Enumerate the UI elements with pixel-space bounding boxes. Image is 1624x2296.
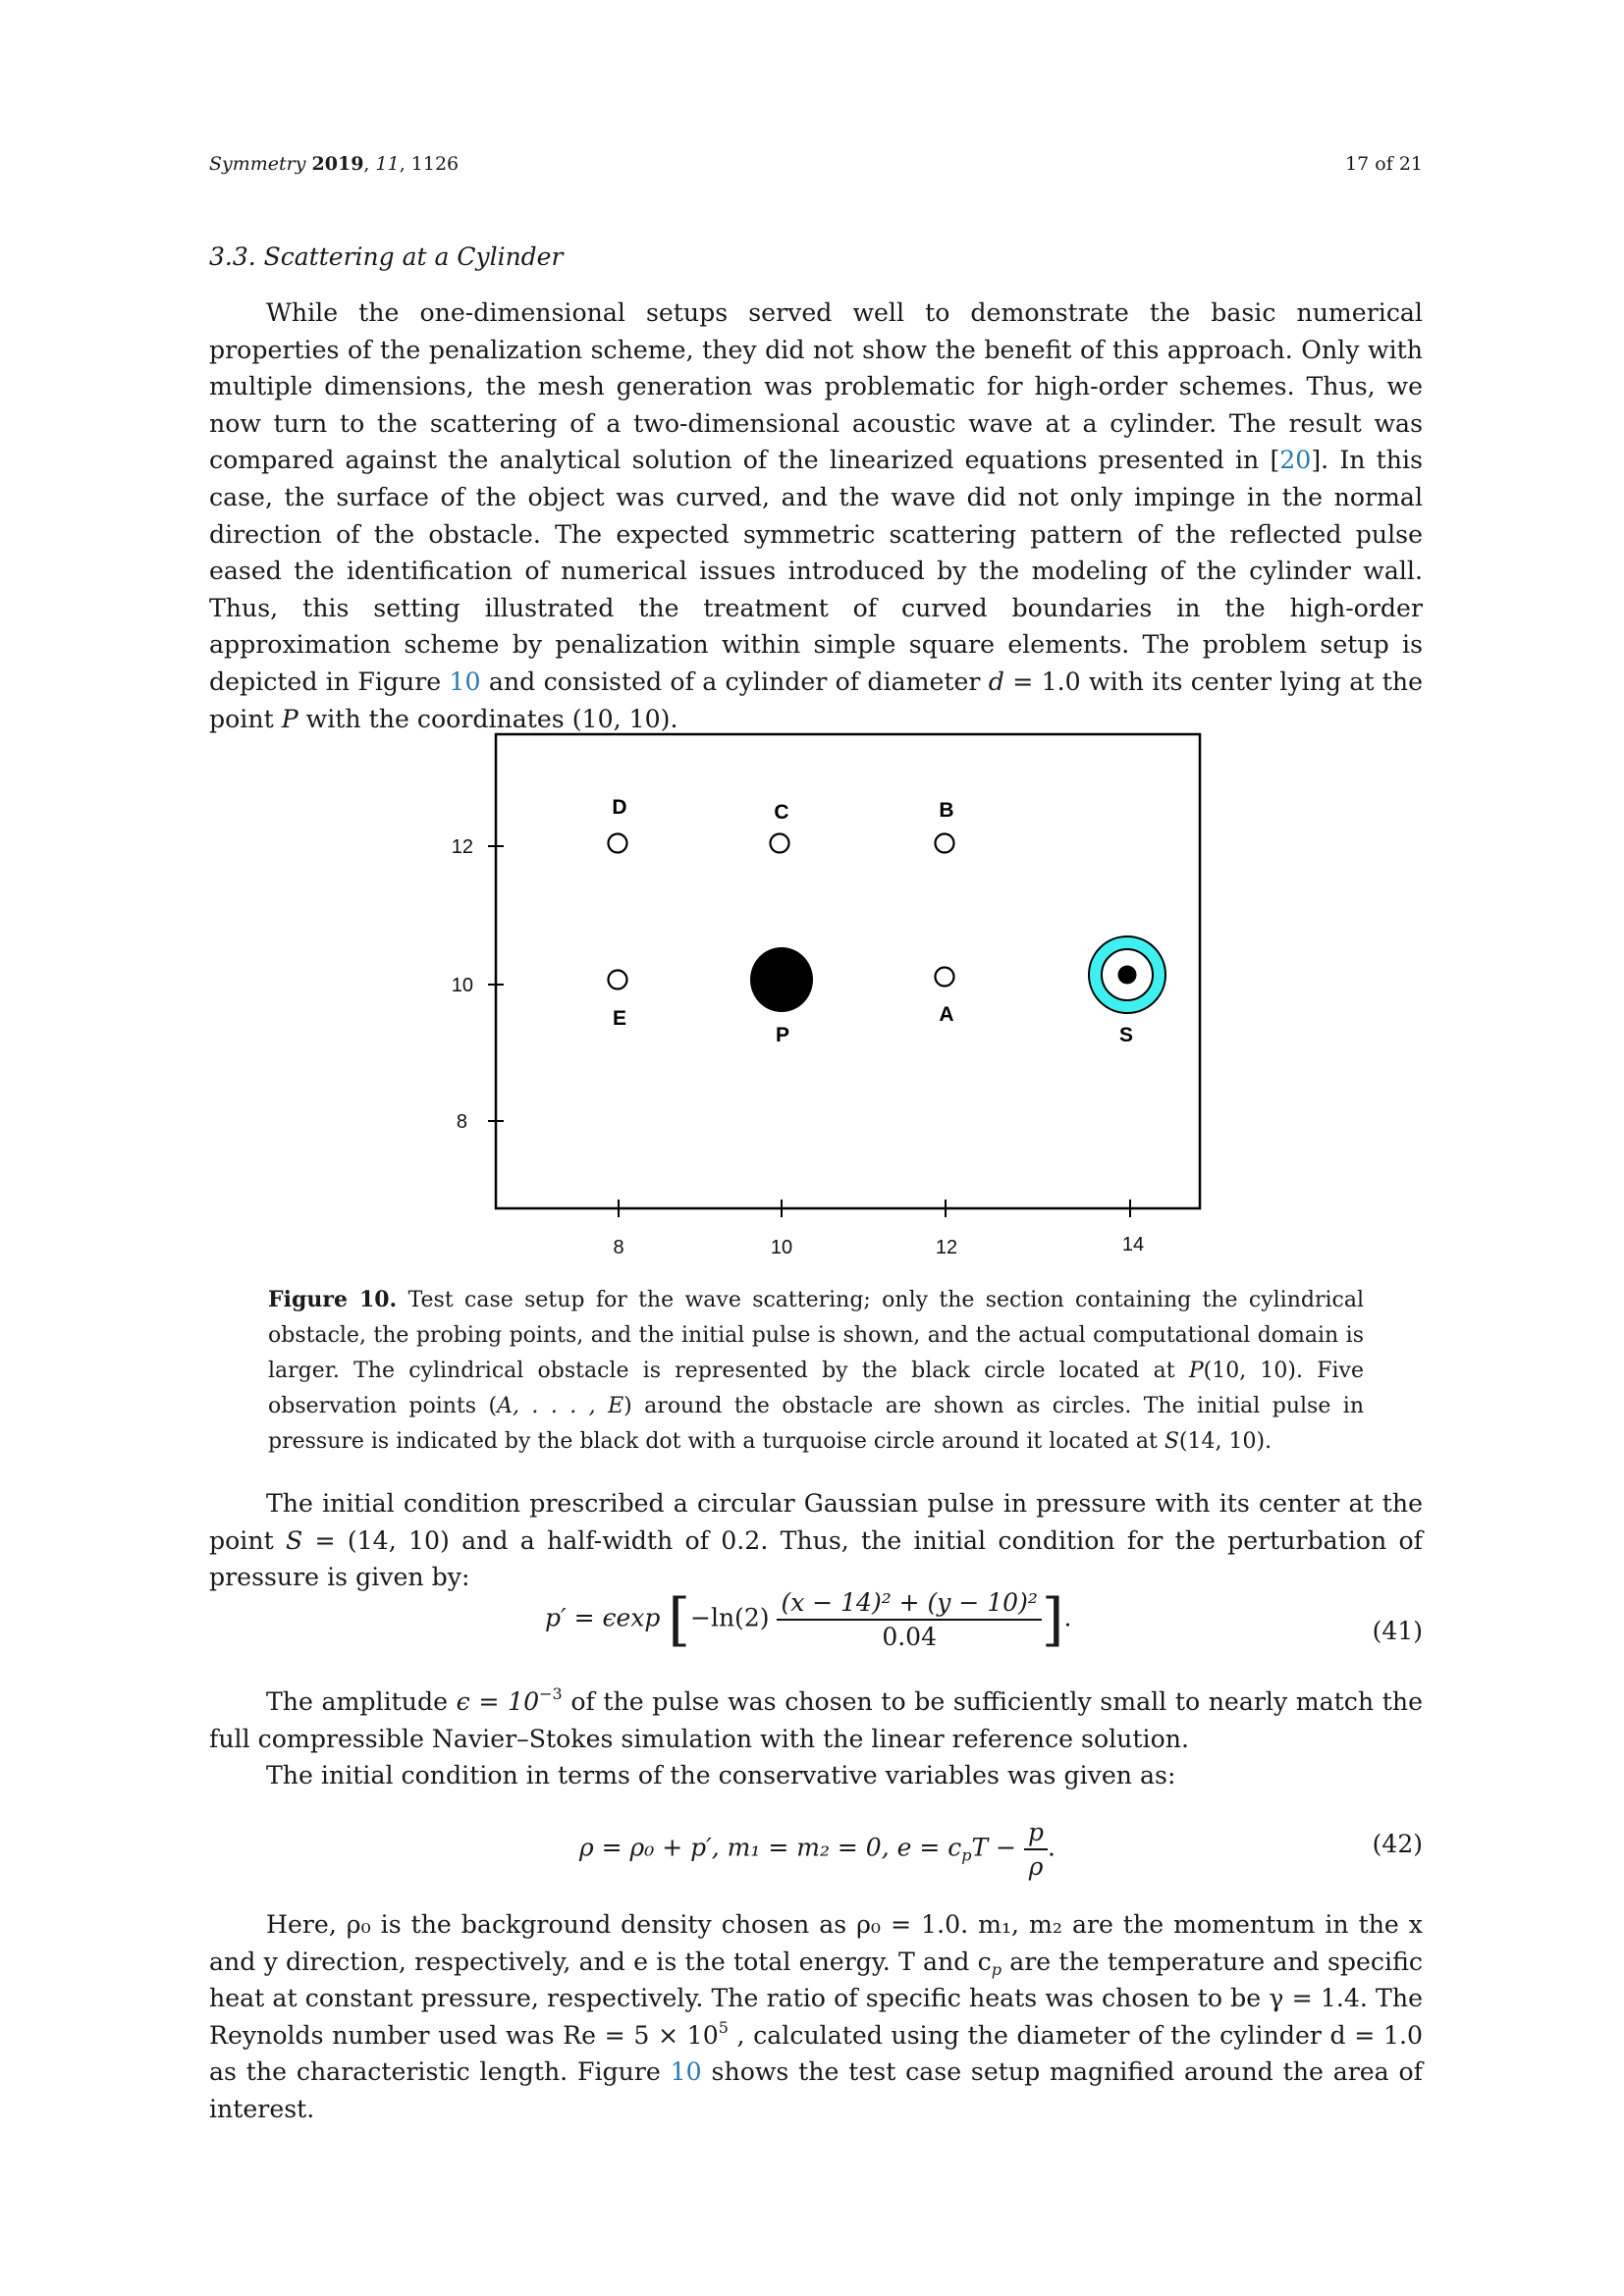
paragraph-initial-condition bbox=[209, 1485, 1423, 1596]
pulse-dot-s bbox=[1118, 966, 1137, 985]
subscript: p bbox=[961, 1845, 972, 1865]
text: = 1.0 with its center lying at the point bbox=[209, 667, 1424, 733]
math-var: S bbox=[1164, 1429, 1179, 1454]
journal-name: Symmetry bbox=[209, 153, 306, 175]
equation-42 bbox=[579, 1818, 1056, 1881]
math-var: P bbox=[1188, 1359, 1204, 1383]
text: are the temperature and specific heat at constant pressure, respectively. The ratio of specific heats was chosen to be γ = 1.4. The Reynolds number used was Re = 5 × 10 bbox=[209, 1947, 1423, 2050]
denominator: ρ bbox=[1028, 1852, 1044, 1881]
eq-body: ρ = ρ₀ + p′, m₁ = m₂ = 0, e = c bbox=[579, 1833, 962, 1862]
y-tick-label: 10 bbox=[451, 975, 473, 996]
point-label-e: E bbox=[612, 1007, 627, 1030]
eq-lhs: p′ = ϵexp bbox=[545, 1603, 661, 1632]
text: Test case setup for the wave scattering; only the section containing the cylindrical obstacle, the probing points, and the initial pulse is shown, and the actual computational domain is larger. The cylindrical obstacle is represented by the black circle located at bbox=[268, 1288, 1364, 1383]
cylinder-obstacle-p bbox=[750, 947, 813, 1012]
observation-point-b bbox=[936, 834, 954, 853]
text: ]. In this case, the surface of the object was curved, and the wave did not only impinge in the normal direction of the obstacle. The expected symmetric scattering pattern of the reflected pulse eased the identification of numerical issues introduced by the modeling of the cylinder wall. Thus, this setting illustrated the treatment of curved boundaries in the high-order approximation scheme by penalization within simple square elements. The problem setup is depicted in Figure bbox=[209, 446, 1424, 696]
section-heading: 3.3. Scattering at a Cylinder bbox=[209, 242, 564, 271]
paragraph-intro bbox=[209, 294, 1423, 737]
equation-41 bbox=[545, 1588, 1071, 1651]
text: ) around the obstacle are shown as circles. The initial pulse in pressure is indicated by the black dot with a turquoise circle around it located at bbox=[268, 1394, 1364, 1454]
text: and consisted of a cylinder of diameter bbox=[480, 667, 989, 696]
left-bracket: [ bbox=[668, 1586, 691, 1653]
page-number: 17 of 21 bbox=[1345, 153, 1423, 175]
x-tick-label: 12 bbox=[935, 1237, 958, 1258]
equation-number-41: (41) bbox=[1372, 1617, 1423, 1645]
math-expr: ϵ = 10 bbox=[456, 1687, 540, 1716]
text: shows the test case setup magnified around the area of interest. bbox=[209, 2057, 1423, 2123]
text: with the coordinates (10, 10). bbox=[298, 704, 678, 733]
denominator: 0.04 bbox=[882, 1623, 937, 1651]
figure-10 bbox=[412, 726, 1237, 1276]
text: The amplitude bbox=[266, 1687, 457, 1716]
observation-point-e bbox=[609, 971, 627, 989]
text: While the one-dimensional setups served well to demonstrate the basic numerical properties of the penalization scheme, they did not show the benefit of this approach. Only with multiple dimensions, the mesh generation was problematic for high-order schemes. Thus, we now turn to the scattering of a two-dimensional acoustic wave at a cylinder. The result was compared against the analytical solution of the linearized equations presented in [ bbox=[209, 298, 1423, 475]
caption-label: Figure 10. bbox=[268, 1287, 398, 1312]
fraction bbox=[777, 1588, 1041, 1651]
eq-tail: . bbox=[1048, 1833, 1056, 1862]
x-tick-label: 14 bbox=[1121, 1234, 1145, 1255]
fraction bbox=[1024, 1818, 1048, 1881]
observation-point-c bbox=[771, 834, 789, 853]
paragraph-conservative bbox=[209, 1757, 1423, 1794]
text: (10, 10). Five observation points ( bbox=[268, 1359, 1364, 1418]
numerator: p bbox=[1024, 1818, 1048, 1850]
observation-point-d bbox=[609, 834, 627, 853]
numerator: (x − 14)² + (y − 10)² bbox=[777, 1588, 1041, 1621]
text: = (14, 10) and a half-width of 0.2. Thus, the initial condition for the perturbation of pressure is given by: bbox=[209, 1525, 1423, 1592]
point-label-b: B bbox=[939, 799, 954, 822]
math-var: S bbox=[285, 1525, 303, 1555]
figure-10-link[interactable]: 10 bbox=[670, 2057, 702, 2087]
equation-number-42: (42) bbox=[1372, 1830, 1423, 1858]
x-tick-label: 8 bbox=[613, 1237, 624, 1258]
text: (14, 10). bbox=[1178, 1429, 1272, 1454]
figure-10-link[interactable]: 10 bbox=[449, 667, 481, 696]
point-label-c: C bbox=[774, 801, 789, 824]
text: , calculated using the diameter of the cylinder d = 1.0 as the characteristic length. Figure bbox=[209, 2020, 1424, 2087]
text: The initial condition in terms of the conservative variables was given as: bbox=[266, 1761, 1176, 1789]
right-bracket: ] bbox=[1041, 1586, 1064, 1653]
exponent: −3 bbox=[539, 1684, 563, 1703]
running-header: Symmetry 2019, 11, 1126 bbox=[209, 153, 460, 175]
exponent: 5 bbox=[718, 2017, 729, 2037]
journal-year: 2019 bbox=[311, 153, 364, 175]
y-tick-label: 8 bbox=[456, 1111, 467, 1133]
point-label-p: P bbox=[775, 1024, 790, 1046]
math-var: d bbox=[988, 667, 1004, 696]
text: The initial condition prescribed a circular Gaussian pulse in pressure with its center at the point bbox=[209, 1489, 1423, 1555]
point-label-a: A bbox=[939, 1003, 954, 1026]
eq-term: T − bbox=[971, 1833, 1017, 1862]
figure-caption bbox=[268, 1282, 1364, 1460]
subscript: p bbox=[991, 1959, 1001, 1979]
math-var: P bbox=[281, 704, 298, 733]
point-label-s: S bbox=[1118, 1024, 1134, 1046]
y-tick-label: 12 bbox=[451, 836, 473, 858]
journal-volume: 11 bbox=[375, 153, 400, 175]
eq-tail: . bbox=[1063, 1603, 1072, 1632]
text: Here, ρ₀ is the background density chosen as ρ₀ = 1.0. m₁, m₂ are the momentum in the x and y direction, respectively, and e is the total energy. T and c bbox=[209, 1910, 1423, 1976]
point-label-d: D bbox=[612, 796, 627, 819]
observation-point-a bbox=[936, 968, 954, 987]
eq-term: −ln(2) bbox=[690, 1603, 770, 1632]
article-number: 1126 bbox=[410, 153, 460, 175]
scatter-plot bbox=[412, 726, 1237, 1276]
paragraph-amplitude bbox=[209, 1683, 1423, 1757]
paragraph-parameters bbox=[209, 1906, 1423, 2128]
math-var: A, . . . , E bbox=[497, 1394, 624, 1418]
x-tick-label: 10 bbox=[770, 1237, 793, 1258]
text: of the pulse was chosen to be sufficiently small to nearly match the full compressible Navier–Stokes simulation with the linear reference solution. bbox=[209, 1687, 1423, 1753]
citation-link-20[interactable]: 20 bbox=[1279, 446, 1312, 475]
